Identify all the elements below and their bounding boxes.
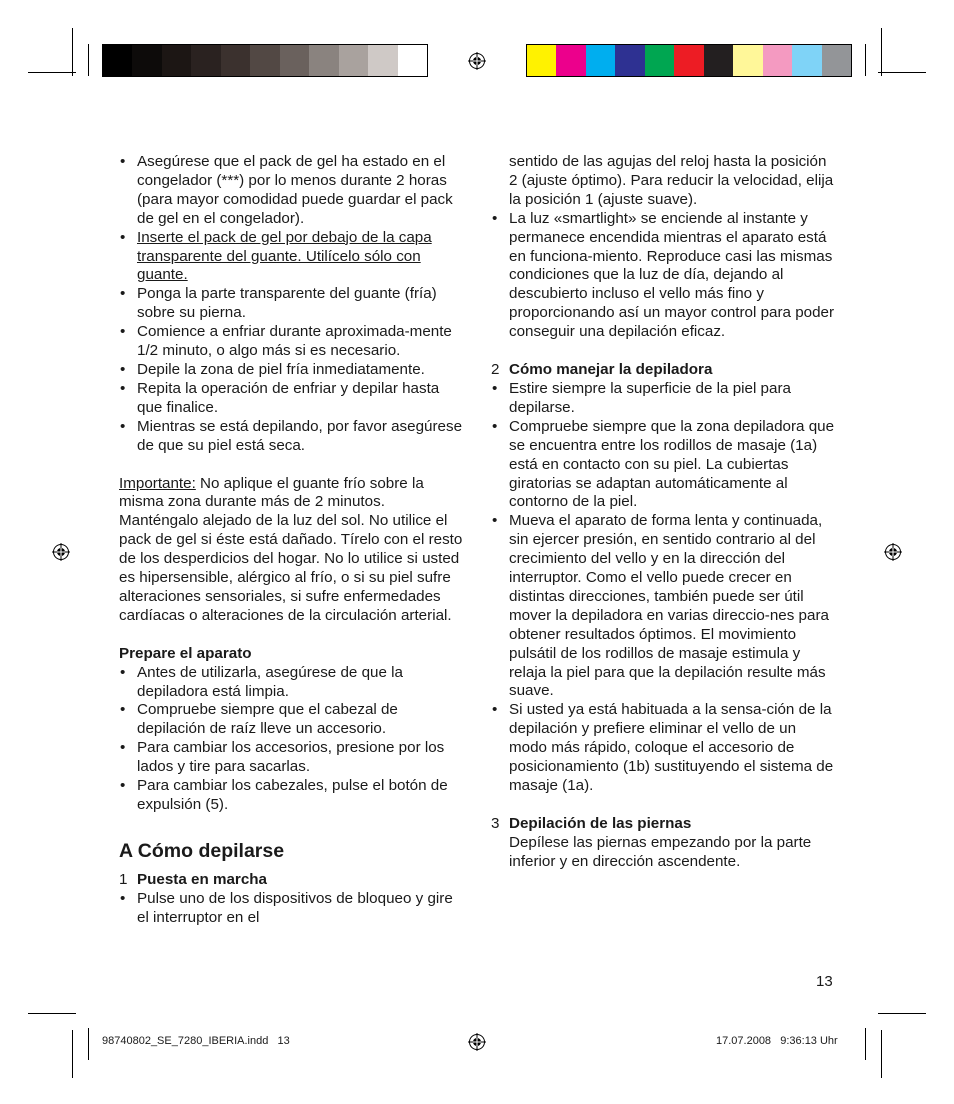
step-title: Puesta en marcha [137, 870, 267, 888]
list-item-text: Comience a enfriar durante aproximada-mente 1/2 minuto, o algo más si es necesario. [137, 323, 452, 360]
color-swatch [103, 45, 132, 76]
list-item-text: Pulse uno de los dispositivos de bloqueo y gire el interruptor en el [137, 889, 453, 926]
color-swatch [792, 45, 821, 76]
list-item-text: Depile la zona de piel fría inmediatamente. [137, 360, 425, 378]
list-item [119, 701, 464, 739]
list-item [119, 229, 464, 286]
list-item [119, 285, 464, 323]
list-item-text: Mueva el aparato de forma lenta y continuada, sin ejercer presión, en sentido contrario al del crecimiento del vello y en la dirección del interruptor. Como el vello puede crecer en distintas direcciones, también puede ser útil mover la depiladora en varias direccio-nes para obtener resultados óptimos. El movimiento pulsátil de los rodillos de masaje estimula y relaja la piel para que la depilación resulte más suave. [509, 512, 829, 700]
step-number: 2 [491, 361, 500, 379]
list-item-text: Repita la operación de enfriar y depilar hasta que finalice. [137, 379, 440, 416]
registration-mark-icon [468, 1033, 486, 1051]
step-3-text: Depílese las piernas empezando por la parte inferior y en dirección ascendente. [509, 833, 812, 870]
list-item [119, 664, 464, 702]
section-title: A Cómo depilarse [119, 839, 285, 862]
color-swatch [615, 45, 644, 76]
color-swatch [527, 45, 556, 76]
prepare-list [119, 664, 464, 815]
list-item-text: Si usted ya está habituada a la sensa-ción de la depilación y prefiere eliminar el vello de un modo más rápido, coloque el accesorio de posicionamiento (1b) sustituyendo el sistema de masaje (1a). [509, 701, 834, 794]
color-swatch [221, 45, 250, 76]
color-swatch [280, 45, 309, 76]
color-swatch [674, 45, 703, 76]
crop-mark [881, 28, 882, 76]
color-swatch [368, 45, 397, 76]
important-label: Importante: [119, 474, 196, 492]
color-swatch [733, 45, 762, 76]
list-item-text: Compruebe siempre que la zona depiladora que se encuentra entre los rodillos de masaje (1a) está en contacto con su piel. La cubiertas giratorias se adaptan automáticamente al contorno de la piel. [509, 417, 835, 511]
list-item-text: Mientras se está depilando, por favor asegúrese de que su piel está seca. [137, 417, 463, 454]
color-swatch [556, 45, 585, 76]
footer-timestamp: 17.07.2008 9:36:13 Uhr [716, 1035, 838, 1047]
color-swatch [586, 45, 615, 76]
color-swatch [309, 45, 338, 76]
list-item [491, 701, 836, 796]
list-item [119, 361, 464, 380]
color-swatch [250, 45, 279, 76]
step-number: 1 [119, 870, 128, 888]
important-note [119, 475, 464, 626]
crop-mark [881, 1030, 882, 1078]
crop-mark [72, 28, 73, 76]
crop-mark [28, 72, 76, 73]
crop-mark [88, 1028, 89, 1060]
list-item [119, 418, 464, 456]
color-swatch [132, 45, 161, 76]
step-2-list [491, 380, 836, 796]
color-swatch [763, 45, 792, 76]
crop-mark [878, 72, 926, 73]
process-color-bar [526, 44, 852, 77]
important-text: No aplique el guante frío sobre la misma zona durante más de 2 minutos. Manténgalo alejado de la luz del sol. No utilice el pack de gel si éste está dañado. Tírelo con el resto de los desperdicios del hogar. No lo utilice si usted es hipersensible, alérgico al frío, o si su piel sufre alteraciones sensoriales, si sufre enfermedades cardíacas o alteraciones de la circulación arterial. [119, 474, 463, 624]
grayscale-color-bar [102, 44, 428, 77]
step-2-heading [491, 361, 836, 380]
step-number: 3 [491, 814, 500, 832]
crop-mark [865, 44, 866, 76]
list-item [119, 777, 464, 815]
list-item [491, 210, 836, 342]
color-swatch [191, 45, 220, 76]
list-item [491, 380, 836, 418]
registration-mark-icon [468, 52, 486, 70]
color-swatch [162, 45, 191, 76]
list-item-text: Antes de utilizarla, asegúrese de que la depiladora está limpia. [137, 663, 403, 700]
step-1-continued-list [491, 153, 836, 342]
step-title: Depilación de las piernas [509, 814, 692, 832]
crop-mark [72, 1030, 73, 1078]
list-item [491, 512, 836, 701]
list-item-text: La luz «smartlight» se enciende al instante y permanece encendida mientras el aparato está en funciona-miento. Reproduce casi las mismas condiciones que la luz de día, dejando al descubierto incluso el vello más fino y proporcionando así un mayor control para poder conseguir una depilación eficaz. [509, 209, 835, 341]
list-item-text: Para cambiar los cabezales, pulse el botón de expulsión (5). [137, 777, 448, 813]
step-3-heading [491, 815, 836, 834]
footer-file-name: 98740802_SE_7280_IBERIA.indd 13 [102, 1035, 290, 1047]
color-swatch [398, 45, 427, 76]
right-column [491, 153, 836, 872]
step-1-heading [119, 871, 464, 890]
registration-mark-icon [884, 543, 902, 561]
list-item-text: sentido de las agujas del reloj hasta la posición 2 (ajuste óptimo). Para reducir la velocidad, elija la posición 1 (ajuste suave). [509, 153, 834, 208]
list-item [119, 739, 464, 777]
page-number: 13 [816, 973, 833, 990]
registration-mark-icon [52, 543, 70, 561]
list-item-text: Para cambiar los accesorios, presione por los lados y tire para sacarlas. [137, 739, 445, 776]
list-item-text: Asegúrese que el pack de gel ha estado en el congelador (***) por lo menos durante 2 horas (para mayor comodidad puede guardar el pack de gel en el congelador). [137, 153, 453, 227]
list-item [119, 380, 464, 418]
color-swatch [339, 45, 368, 76]
list-item [119, 153, 464, 229]
list-item-text: Ponga la parte transparente del guante (fría) sobre su pierna. [137, 285, 437, 322]
list-item [491, 418, 836, 513]
list-item-text: Inserte el pack de gel por debajo de la capa transparente del guante. Utilícelo sólo con guante. [137, 228, 432, 284]
crop-mark [865, 1028, 866, 1060]
crop-mark [28, 1013, 76, 1014]
prepare-heading: Prepare el aparato [119, 644, 252, 662]
gel-pack-instructions-list [119, 153, 464, 456]
step-title: Cómo manejar la depiladora [509, 361, 713, 379]
color-swatch [645, 45, 674, 76]
color-swatch [704, 45, 733, 76]
list-item [119, 890, 464, 928]
list-item-text: Estire siempre la superficie de la piel para depilarse. [509, 379, 791, 416]
crop-mark [88, 44, 89, 76]
color-swatch [822, 45, 851, 76]
list-item-text: Compruebe siempre que el cabezal de depilación de raíz lleve un accesorio. [137, 701, 398, 738]
list-item-continued [491, 153, 836, 210]
left-column [119, 153, 464, 928]
step-1-list [119, 890, 464, 928]
list-item [119, 323, 464, 361]
crop-mark [878, 1013, 926, 1014]
